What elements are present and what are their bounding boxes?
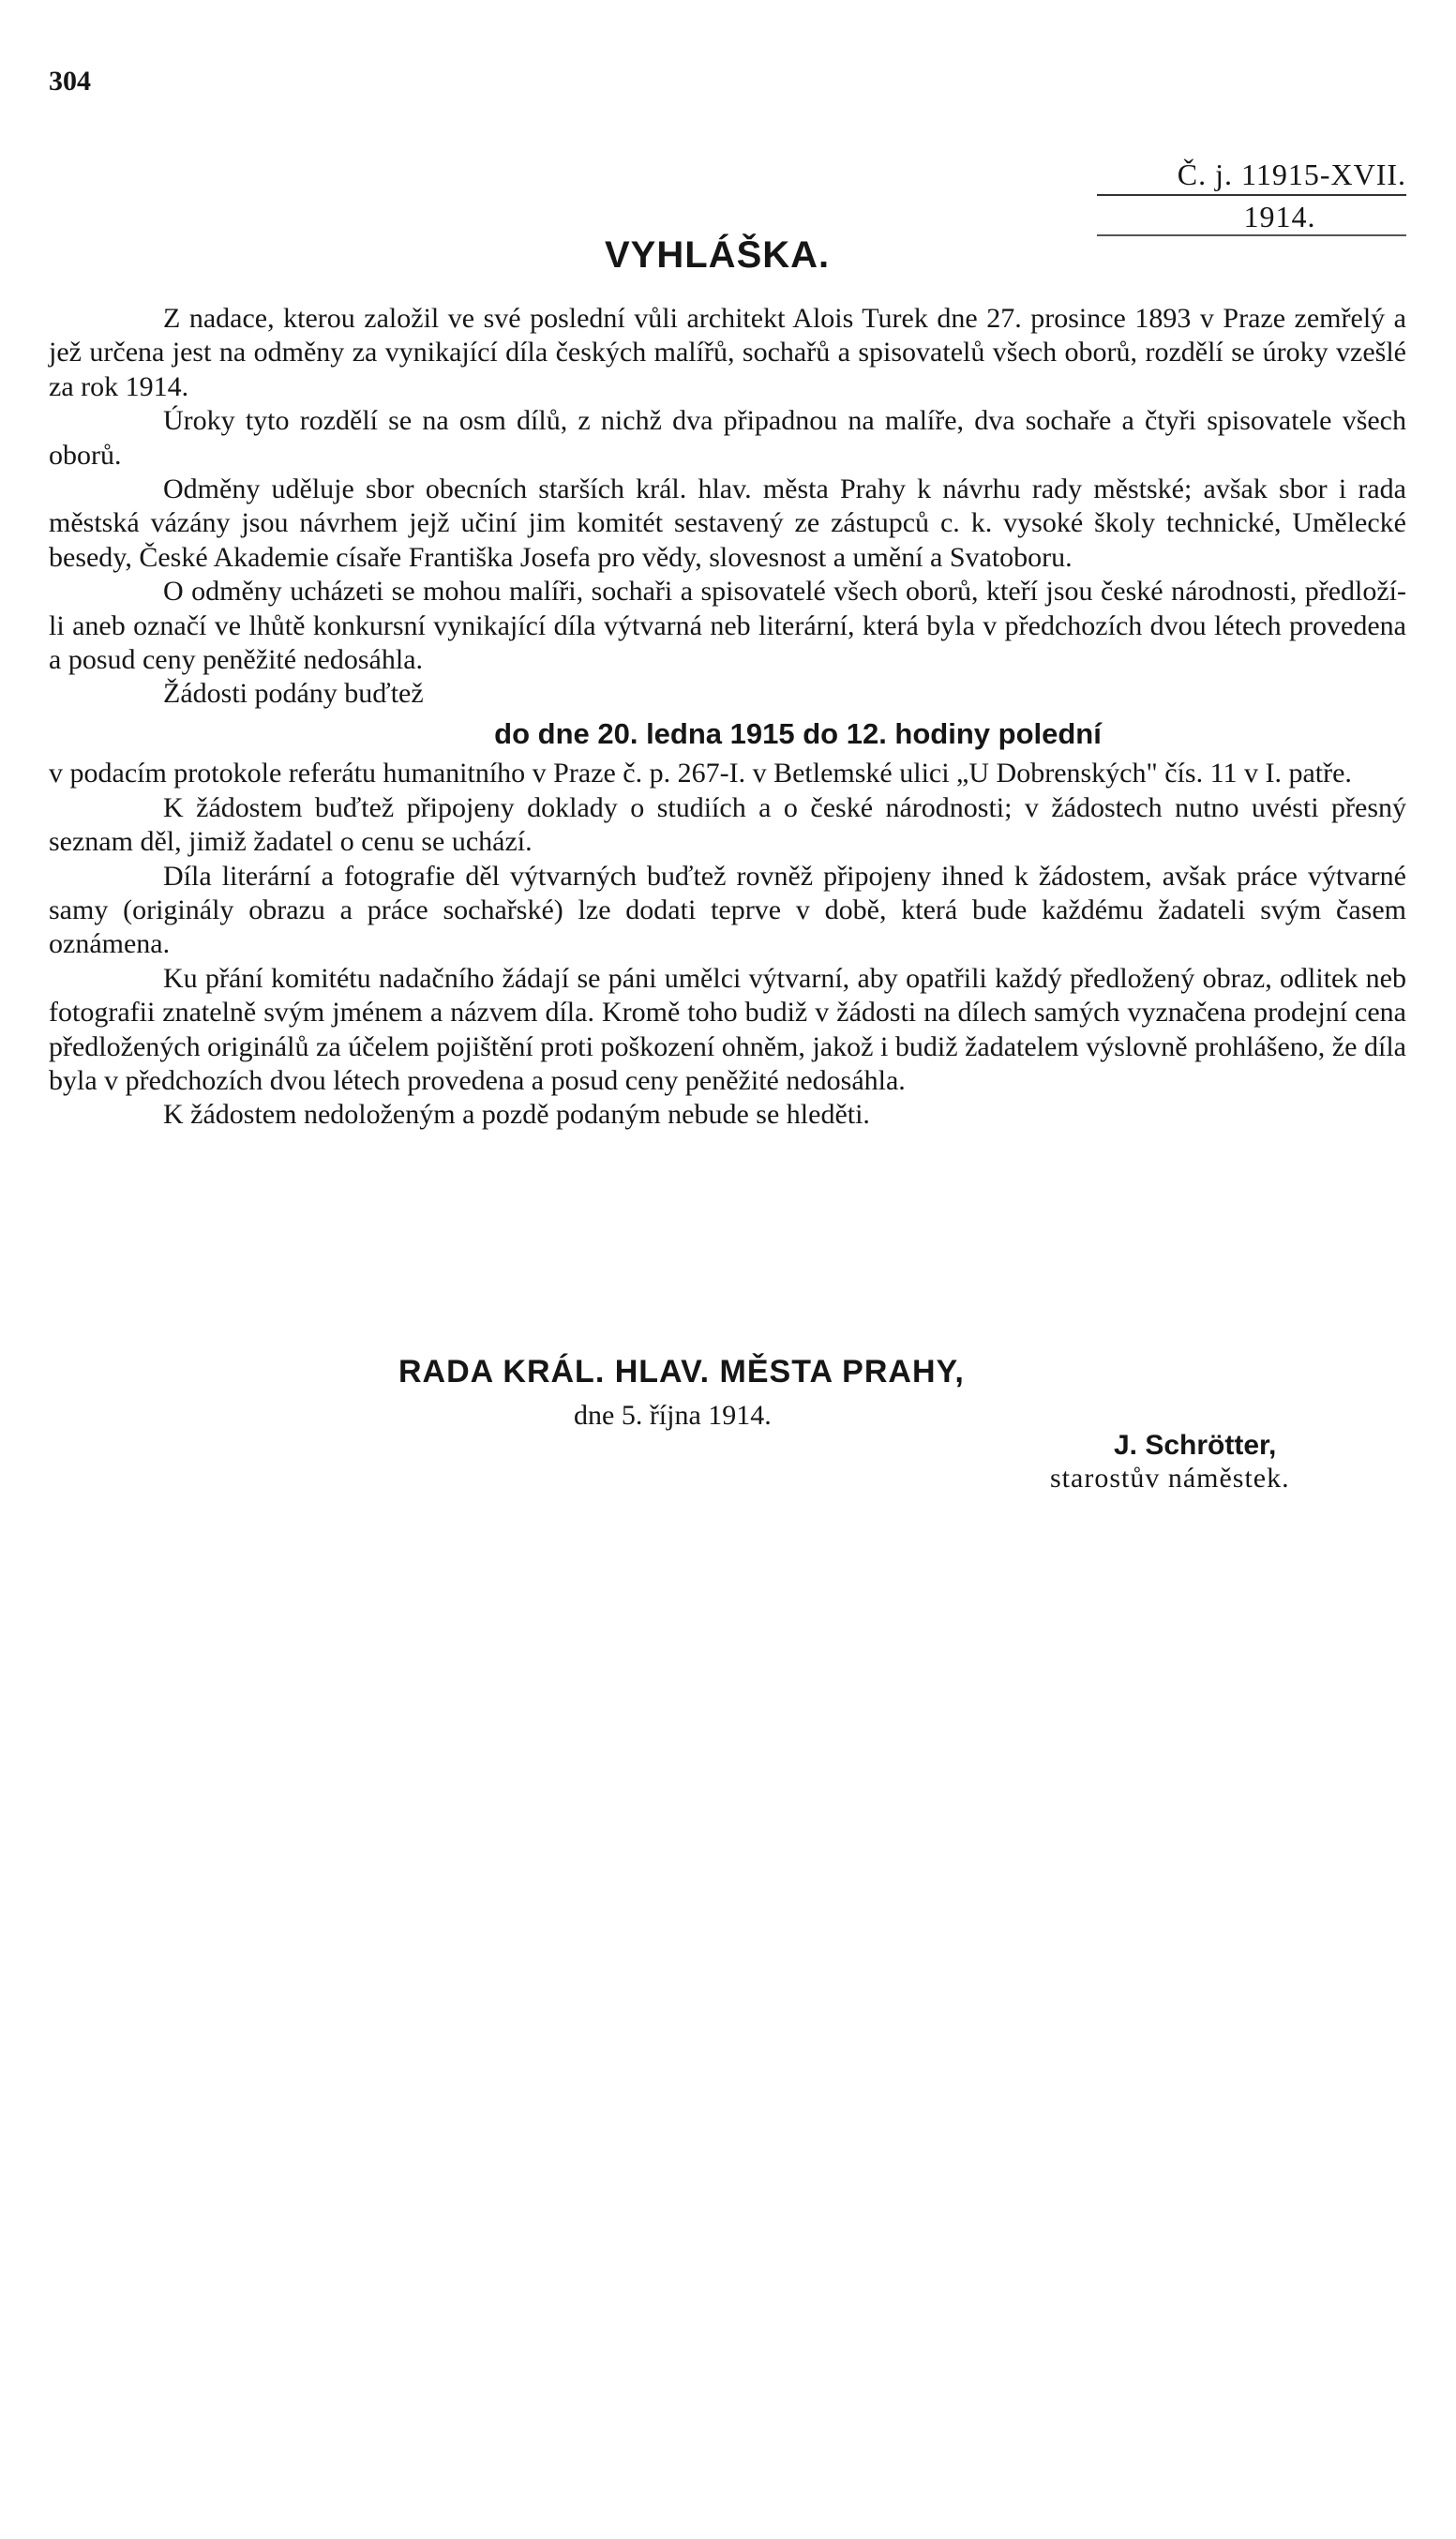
paragraph: Ku přání komitétu nadačního žádají se páni umělci výtvarní, aby opatřili každý předložený obraz, odlitek neb fotografii znatelně svým jménem a názvem díla. Kromě toho budiž v žádosti na dílech samých vyznačena prodejní cena předložených originálů za účelem pojištění proti poškození ohněm, jakož i budiž žadatelem výslovně prohlášeno, že díla byla v předchozích dvou létech provedena a posud ceny peněžité nedosáhla.: [49, 962, 1406, 1096]
reference-line-1: Č. j. 11915-XVII.: [1097, 158, 1406, 196]
paragraph: Úroky tyto rozdělí se na osm dílů, z nichž dva připadnou na malíře, dva sochaře a čtyři spisovatele všech oborů.: [49, 405, 1406, 471]
document-body: [49, 302, 1406, 1133]
paragraph: K žádostem nedoloženým a pozdě podaným nebude se hleděti.: [163, 1099, 870, 1131]
reference-line-2: 1914.: [1097, 200, 1406, 236]
document-title: VYHLÁŠKA.: [605, 234, 831, 276]
paragraph: O odměny ucházeti se mohou malíři, sochaři a spisovatelé všech oborů, kteří jsou české národnosti, předloží-li aneb označí ve lhůtě konkursní vynikající díla výtvarná neb literární, která byla v předchozích dvou létech provedena a posud ceny peněžité nedosáhla.: [49, 576, 1406, 676]
signature-role: starostův náměstek.: [1050, 1463, 1290, 1494]
paragraph: v podacím protokole referátu humanitního v Praze č. p. 267-I. v Betlemské ulici „U Dobrenských" čís. 11 v I. patře.: [49, 758, 1352, 789]
signature-organization: RADA KRÁL. HLAV. MĚSTA PRAHY,: [398, 1354, 965, 1390]
signature-name: J. Schrötter,: [1114, 1430, 1277, 1461]
paragraph: K žádostem buďtež připojeny doklady o studiích a o české národnosti; v žádostech nutno uvésti přesný seznam děl, jimiž žadatel o cenu se uchází.: [49, 791, 1406, 858]
paragraph: Odměny uděluje sbor obecních starších král. hlav. města Prahy k návrhu rady městské; avšak sbor i rada městská vázány jsou návrhem jejž učiní jim komitét sestavený ze zástupců c. k. vysoké školy technické, Umělecké besedy, České Akademie císaře Františka Josefa pro vědy, slovesnost a umění a Svatoboru.: [49, 473, 1406, 573]
reference-number: [1097, 158, 1406, 236]
deadline: do dne 20. ledna 1915 do 12. hodiny polední: [494, 716, 1102, 750]
paragraph: Z nadace, kterou založil ve své poslední vůli architekt Alois Turek dne 27. prosince 1893 v Praze zemřelý a jež určena jest na odměny za vynikající díla českých malířů, sochařů a spisovatelů všech oborů, rozdělí se úroky vzešlé za rok 1914.: [49, 303, 1406, 402]
paragraph: Žádosti podány buďtež: [163, 678, 424, 710]
signature-date: dne 5. října 1914.: [574, 1400, 772, 1431]
paragraph: Díla literární a fotografie děl výtvarných buďtež rovněž připojeny ihned k žádostem, avšak práce výtvarné samy (originály obrazu a práce sochařské) lze dodati teprve v době, která bude každému žadateli svým časem oznámena.: [49, 860, 1406, 960]
page-number: 304: [49, 66, 91, 97]
